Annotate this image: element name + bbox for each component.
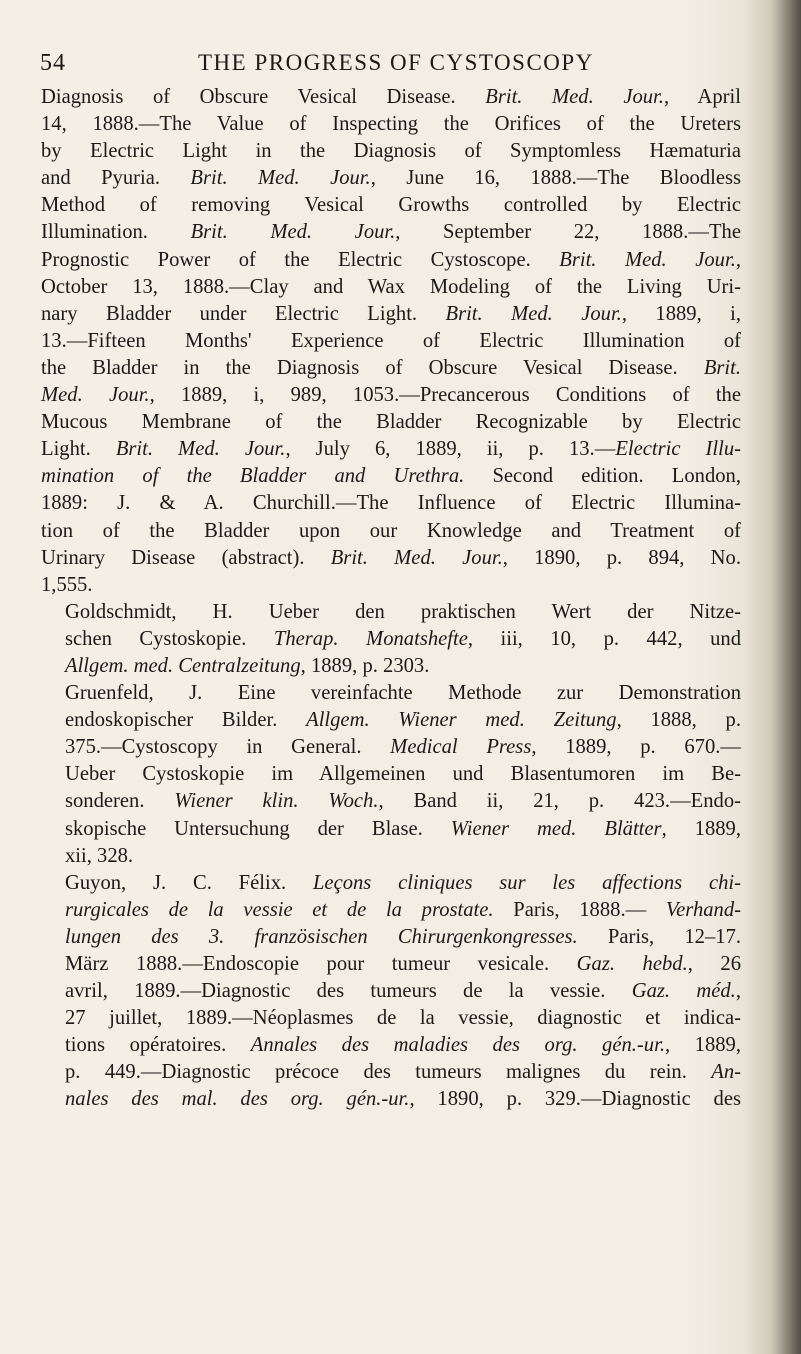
text-line: Gruenfeld, J. Eine vereinfachte Methode zur Demonstration xyxy=(65,682,741,705)
text-line: mination of the Bladder and Urethra. Second edition. London, xyxy=(41,465,741,488)
text-line: 375.—Cystoscopy in General. Medical Press, 1889, p. 670.— xyxy=(65,736,741,759)
text-line: 1,555. xyxy=(41,573,93,596)
text-line: xii, 328. xyxy=(65,844,134,867)
text-line: lungen des 3. französischen Chirurgenkongresses. Paris, 12–17. xyxy=(65,925,742,948)
text-line: Urinary Disease (abstract). Brit. Med. Jour., 1890, p. 894, No. xyxy=(41,546,741,569)
bibliography-text xyxy=(41,84,741,1114)
entry-goldschmidt xyxy=(41,599,741,680)
entry-guyon xyxy=(41,870,741,1114)
text-line: rurgicales de la vessie et de la prostate. Paris, 1888.— Verhand- xyxy=(65,898,741,921)
text-line: 14, 1888.—The Value of Inspecting the Orifices of the Ureters xyxy=(41,113,741,136)
text-line: tions opératoires. Annales des maladies des org. gén.-ur., 1889, xyxy=(65,1034,742,1057)
text-line: p. 449.—Diagnostic précoce des tumeurs malignes du rein. An- xyxy=(65,1061,741,1084)
text-line: Diagnosis of Obscure Vesical Disease. Brit. Med. Jour., April xyxy=(41,86,741,108)
page-number: 54 xyxy=(40,50,66,76)
text-line: Med. Jour., 1889, i, 989, 1053.—Precancerous Conditions of the xyxy=(41,384,741,407)
text-line: the Bladder in the Diagnosis of Obscure Vesical Disease. Brit. xyxy=(41,356,741,379)
text-line: März 1888.—Endoscopie pour tumeur vesicale. Gaz. hebd., 26 xyxy=(65,953,741,975)
text-line: Illumination. Brit. Med. Jour., September 22, 1888.—The xyxy=(41,221,741,244)
page-edge-shadow xyxy=(771,0,801,1354)
page-header xyxy=(40,50,740,80)
text-line: Method of removing Vesical Growths controlled by Electric xyxy=(41,194,741,217)
text-line: endoskopischer Bilder. Allgem. Wiener med. Zeitung, 1888, p. xyxy=(65,709,741,732)
text-line: nales des mal. des org. gén.-ur., 1890, p. 329.—Diagnostic des xyxy=(65,1088,741,1111)
text-line: by Electric Light in the Diagnosis of Symptomless Hæmaturia xyxy=(41,140,741,163)
text-line: Mucous Membrane of the Bladder Recognizable by Electric xyxy=(41,411,741,434)
text-line: Allgem. med. Centralzeitung, 1889, p. 2303. xyxy=(65,654,430,677)
text-line: Prognostic Power of the Electric Cystoscope. Brit. Med. Jour., xyxy=(41,248,741,271)
text-line: October 13, 1888.—Clay and Wax Modeling of the Living Uri- xyxy=(41,275,741,298)
text-line: 1889: J. & A. Churchill.—The Influence of Electric Illumina- xyxy=(41,492,741,515)
text-line: nary Bladder under Electric Light. Brit. Med. Jour., 1889, i, xyxy=(41,302,742,325)
running-head: THE PROGRESS OF CYSTOSCOPY xyxy=(198,50,594,75)
entry-fenwick-continued xyxy=(41,84,741,599)
text-line: tion of the Bladder upon our Knowledge and Treatment of xyxy=(41,519,741,542)
text-line: avril, 1889.—Diagnostic des tumeurs de la vessie. Gaz. méd., xyxy=(65,980,741,1003)
text-line: skopische Untersuchung der Blase. Wiener med. Blätter, 1889, xyxy=(65,817,741,840)
text-line: sonderen. Wiener klin. Woch., Band ii, 21, p. 423.—Endo- xyxy=(65,790,741,813)
text-line: Ueber Cystoskopie im Allgemeinen und Blasentumoren im Be- xyxy=(65,763,741,786)
text-line: 27 juillet, 1889.—Néoplasmes de la vessie, diagnostic et indica- xyxy=(65,1007,741,1030)
text-line: Guyon, J. C. Félix. Leçons cliniques sur les affections chi- xyxy=(65,871,741,894)
text-line: Light. Brit. Med. Jour., July 6, 1889, ii, p. 13.—Electric Illu- xyxy=(41,438,741,461)
text-line: 13.—Fifteen Months' Experience of Electric Illumination of xyxy=(41,329,741,352)
entry-gruenfeld xyxy=(41,680,741,870)
text-line: schen Cystoskopie. Therap. Monatshefte, iii, 10, p. 442, und xyxy=(65,627,741,650)
text-line: and Pyuria. Brit. Med. Jour., June 16, 1888.—The Bloodless xyxy=(41,167,742,190)
text-line: Goldschmidt, H. Ueber den praktischen Wert der Nitze- xyxy=(65,600,741,623)
